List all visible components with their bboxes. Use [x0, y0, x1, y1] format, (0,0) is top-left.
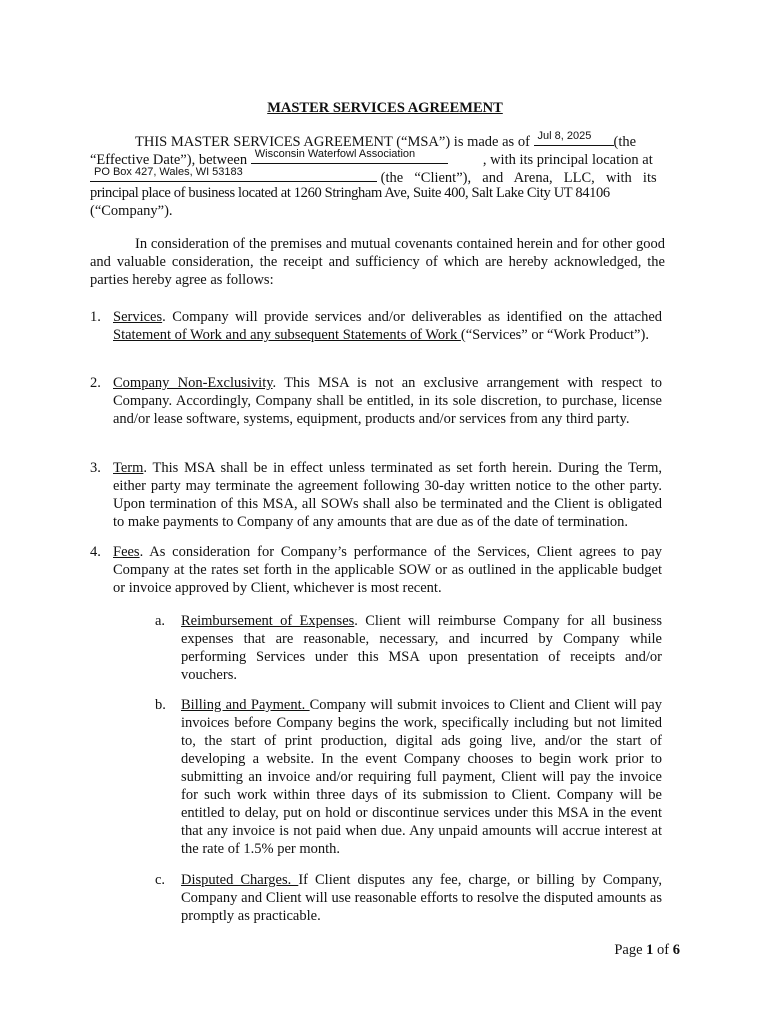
- intro-line-3: [90, 166, 660, 184]
- subsection-text: Company will submit invoices to Client and Client will pay invoices before Company begins the work, specifically including but not limited to, the start of print production, digital ads going live, and/or the start of developing a website. In the event Company chooses to begin work prior to submitting an invoice and/or requiring full payment, Client will pay the invoice for such work within three days of its submission to Client. Company will be entitled to delay, put on hold or discontinue services under this MSA in the event that any invoice is not paid when due. Any unpaid amounts will accrue interest at the rate of 1.5% per month.: [181, 697, 662, 857]
- page-label: Page: [614, 942, 643, 958]
- subsection-letter: c.: [155, 872, 166, 888]
- section-services: [90, 308, 662, 344]
- intro-line-1: [90, 130, 660, 148]
- subsection-heading: Disputed Charges.: [181, 872, 299, 888]
- client-name-field[interactable]: [251, 148, 448, 164]
- page-of-label: of: [657, 942, 670, 958]
- intro-line-4: [90, 184, 660, 202]
- section-text: . Company will provide services and/or deliverables as identified on the attached: [162, 309, 662, 325]
- section-number: 4.: [90, 544, 101, 560]
- subsection-heading: Reimbursement of Expenses: [181, 613, 355, 629]
- subsection-text: If Client disputes any fee, charge, or billing by Company, Company and Client will use reasonable efforts to resolve the disputed amounts as promptly as practicable.: [181, 872, 662, 924]
- subsection-heading: Billing and Payment.: [181, 697, 310, 713]
- section-heading-link: Statement of Work and any subsequent Statements of Work: [113, 327, 461, 343]
- section-heading: Fees: [113, 544, 140, 560]
- current-page: 1: [646, 942, 654, 958]
- section-number: 1.: [90, 309, 101, 325]
- effective-date-field[interactable]: [534, 130, 614, 146]
- document-title: MASTER SERVICES AGREEMENT: [267, 100, 503, 116]
- client-address-value: PO Box 427, Wales, WI 53183: [94, 166, 243, 178]
- section-heading: Company Non-Exclusivity: [113, 375, 273, 391]
- intro-text: (“Company”).: [90, 203, 173, 219]
- effective-date-value: Jul 8, 2025: [537, 130, 592, 142]
- section-fees: [90, 543, 662, 597]
- client-address-field[interactable]: [90, 166, 377, 182]
- subsection-letter: b.: [155, 697, 166, 713]
- section-text: (“Services” or “Work Product”).: [460, 327, 649, 343]
- section-heading: Term: [113, 460, 144, 476]
- subsection-letter: a.: [155, 613, 166, 629]
- section-number: 3.: [90, 460, 101, 476]
- consideration-paragraph: In consideration of the premises and mutual covenants contained herein and for other good and valuable consideration, the receipt and sufficiency of which are hereby acknowledged, the parties hereby agree as follows:: [90, 236, 665, 288]
- section-term: [90, 459, 662, 531]
- intro-text: (the “Client”), and Arena, LLC, with its: [380, 170, 657, 186]
- page-number: [614, 941, 680, 959]
- client-name-value: Wisconsin Waterfowl Association: [254, 148, 416, 160]
- total-pages: 6: [672, 942, 680, 958]
- intro-text: (the: [613, 134, 637, 150]
- intro-line-2: [90, 148, 660, 166]
- section-text: . This MSA is not an exclusive arrangement with respect to Company. Accordingly, Company shall be entitled, in its sole discretion, to purchase, license and/or lease software, systems, equipment, products and/or services from any third party.: [113, 375, 662, 427]
- subsection-reimbursement: [155, 612, 662, 684]
- intro-text: “Effective Date”), between: [90, 152, 248, 168]
- section-number: 2.: [90, 375, 101, 391]
- intro-text: , with its principal location at: [482, 152, 653, 168]
- intro-paragraph: [90, 130, 660, 220]
- subsection-text: . Client will reimburse Company for all business expenses that are reasonable, necessary, and incurred by Company while performing Services under this MSA upon presentation of receipts and/or vouchers.: [181, 613, 662, 683]
- intro-text: THIS MASTER SERVICES AGREEMENT (“MSA”) is made as of: [135, 134, 530, 150]
- intro-line-5: [90, 202, 660, 220]
- section-heading: Services: [113, 309, 163, 325]
- section-text: . This MSA shall be in effect unless terminated as set forth herein. During the Term, either party may terminate the agreement following 30-day written notice to the other party. Upon termination of this MSA, all SOWs shall also be terminated and the Client is obligated to make payments to Company of any amounts that are due as of the date of termination.: [113, 460, 662, 530]
- section-text: . As consideration for Company’s performance of the Services, Client agrees to pay Company at the rates set forth in the applicable SOW or as outlined in the applicable budget or invoice approved by Client, whichever is most recent.: [113, 544, 662, 596]
- subsection-disputed-charges: [155, 871, 662, 925]
- subsection-billing: [155, 696, 662, 858]
- intro-text: principal place of business located at 1260 Stringham Ave, Suite 400, Salt Lake City UT 84106: [90, 185, 610, 201]
- section-non-exclusivity: [90, 374, 662, 428]
